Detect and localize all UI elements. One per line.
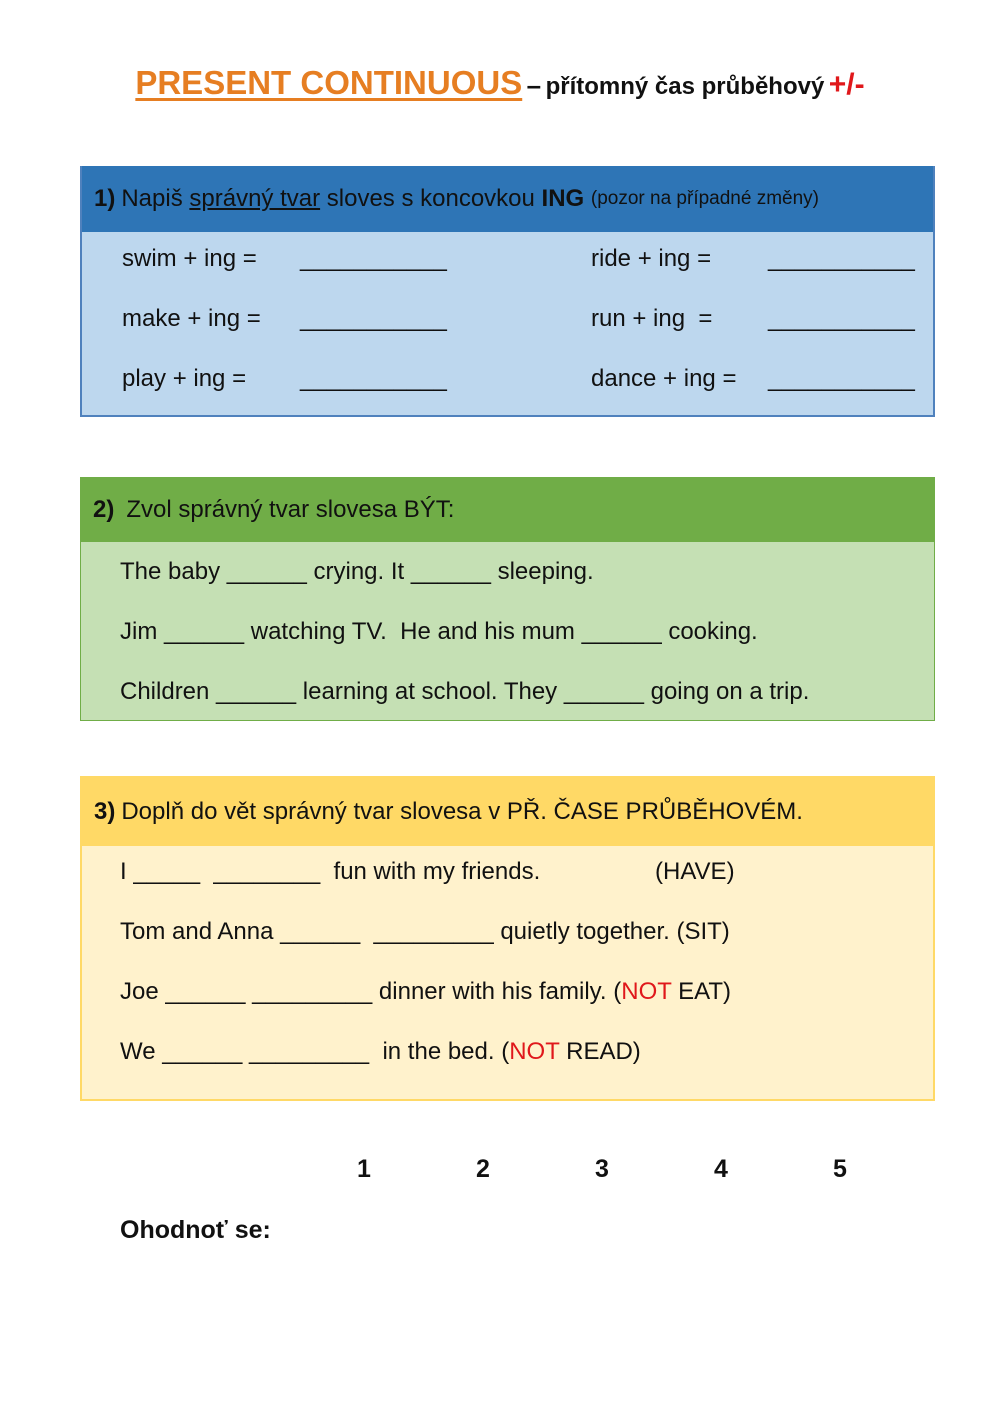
- ex2-sentence-3[interactable]: Children ______ learning at school. They ______ going on a trip.: [120, 678, 810, 705]
- ex2-sentence-2[interactable]: Jim ______ watching TV. He and his mum ______ cooking.: [120, 618, 758, 645]
- rating-1[interactable]: 1: [357, 1155, 371, 1183]
- exercise-1-header: [82, 166, 933, 232]
- rating-2[interactable]: 2: [476, 1155, 490, 1183]
- exercise-1-instruction-mid: sloves s koncovkou: [326, 185, 535, 212]
- title-subtitle: přítomný čas průběhový: [545, 73, 825, 100]
- exercise-1-instruction-underlined: správný tvar: [189, 185, 321, 212]
- ex1-item-make: make + ing =: [122, 305, 261, 332]
- exercise-2-instruction: Zvol správný tvar slovesa BÝT:: [126, 496, 455, 523]
- ex1-blank-ride[interactable]: ___________: [768, 245, 915, 272]
- title-sign: +/-: [828, 68, 865, 101]
- ex1-item-run: run + ing =: [591, 305, 713, 332]
- page-title: [0, 64, 1000, 102]
- ex1-item-play: play + ing =: [122, 365, 247, 392]
- ex3-sentence-4-text: We ______ _________ in the bed.: [120, 1038, 495, 1065]
- rating-5[interactable]: 5: [833, 1155, 847, 1183]
- rating-4[interactable]: 4: [714, 1155, 728, 1183]
- exercise-2-header: [81, 478, 934, 542]
- ex1-blank-make[interactable]: ___________: [300, 305, 447, 332]
- ex2-sentence-1[interactable]: The baby ______ crying. It ______ sleeping.: [120, 558, 594, 585]
- exercise-1: [80, 166, 935, 417]
- self-evaluation-label: Ohodnoť se:: [120, 1216, 271, 1244]
- ex1-blank-dance[interactable]: ___________: [768, 365, 915, 392]
- ex1-blank-run[interactable]: ___________: [768, 305, 915, 332]
- title-main: PRESENT CONTINUOUS: [135, 64, 523, 101]
- title-dash: –: [526, 70, 542, 100]
- ex3-hint-4-not: NOT: [509, 1038, 560, 1065]
- ex1-item-ride: ride + ing =: [591, 245, 712, 272]
- ex3-sentence-4[interactable]: [120, 1038, 641, 1066]
- ex3-sentence-2[interactable]: [120, 918, 730, 946]
- exercise-1-instruction-start: Napiš: [121, 185, 183, 212]
- exercise-3: [80, 776, 935, 1101]
- exercise-1-instruction-ing: ING: [541, 185, 585, 212]
- ex1-blank-swim[interactable]: ___________: [300, 245, 447, 272]
- ex1-blank-play[interactable]: ___________: [300, 365, 447, 392]
- ex3-hint-3-not: NOT: [621, 978, 672, 1005]
- exercise-1-number: 1): [94, 185, 116, 212]
- exercise-3-instruction: Doplň do vět správný tvar slovesa v PŘ. ČASE PRŮBĚHOVÉM.: [121, 798, 803, 825]
- ex3-hint-4-open: (: [501, 1038, 510, 1065]
- ex3-sentence-3[interactable]: [120, 978, 731, 1006]
- ex3-hint-4-verb: READ): [559, 1038, 641, 1065]
- exercise-1-instruction-note: (pozor na případné změny): [590, 188, 820, 209]
- ex3-hint-1: (HAVE): [655, 858, 735, 885]
- ex3-sentence-2-text: Tom and Anna ______ _________ quietly together.: [120, 918, 670, 945]
- ex3-hint-3-verb: EAT): [671, 978, 732, 1005]
- rating-3[interactable]: 3: [595, 1155, 609, 1183]
- ex1-item-dance: dance + ing =: [591, 365, 737, 392]
- ex3-sentence-3-text: Joe ______ _________ dinner with his family.: [120, 978, 607, 1005]
- ex3-hint-2: (SIT): [676, 918, 730, 945]
- exercise-2-number: 2): [93, 496, 115, 523]
- exercise-2: [80, 477, 935, 721]
- exercise-3-header: [82, 778, 933, 846]
- ex1-item-swim: swim + ing =: [122, 245, 257, 272]
- ex3-sentence-1[interactable]: I _____ ________ fun with my friends.: [120, 858, 541, 885]
- ex3-hint-3-open: (: [613, 978, 622, 1005]
- exercise-3-number: 3): [94, 798, 116, 825]
